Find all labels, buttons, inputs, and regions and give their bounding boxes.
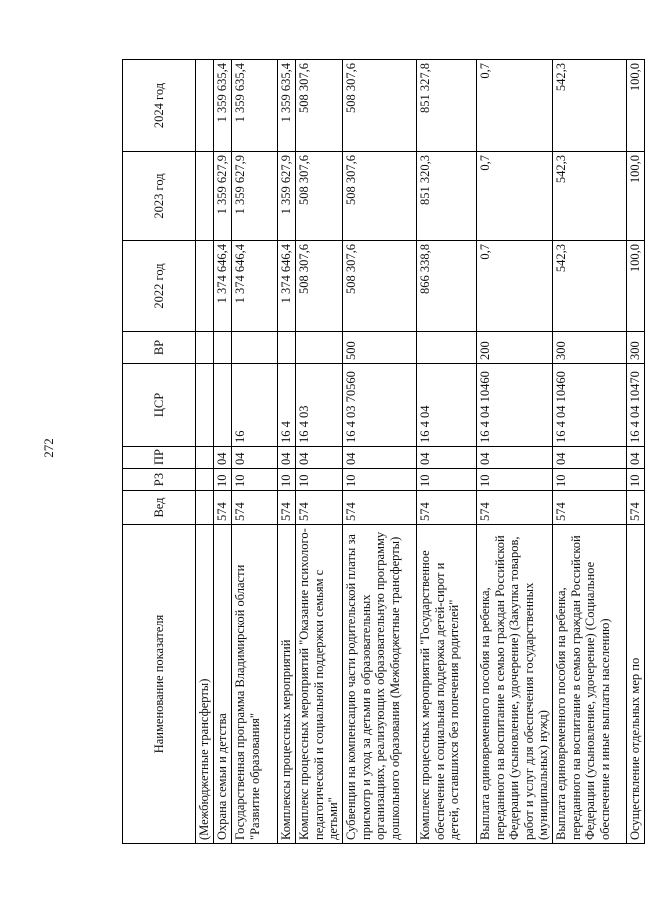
header-csr: ЦСР [123,364,196,447]
header-2023: 2023 год [123,152,196,241]
cell-2022: 1 374 646,4 [232,241,278,332]
cell-vr [296,332,343,364]
cell-name: Субвенции на компенсацию части родительской платы за присмотр и уход за детьми в образовательных организациях, реализующих образовательную программу дошкольного образования (Межбюджетные трансферты) [342,525,416,844]
cell-2022: 542,3 [553,241,627,332]
table-row [553,60,627,844]
cell-2023: 1 359 627,9 [278,152,296,241]
cell-2024: 508 307,6 [342,60,416,152]
cell-vr: 300 [627,332,645,364]
cell-ved: 574 [416,491,476,525]
cell-2024: 1 359 635,4 [278,60,296,152]
cell-csr: 16 4 04 10460 [553,364,627,447]
cell-vr [416,332,476,364]
header-pr: ПР [123,447,196,469]
cell-rz: 10 [278,469,296,491]
cell-csr: 16 [232,364,278,447]
header-ved: Вед [123,491,196,525]
cell-2024: 508 307,6 [296,60,343,152]
table-row [196,60,214,844]
cell-2022: 866 338,8 [416,241,476,332]
cell-ved: 574 [476,491,552,525]
cell-vr [232,332,278,364]
table-header-row [123,60,196,844]
cell-rz: 10 [416,469,476,491]
cell-2024: 0,7 [476,60,552,152]
cell-name: (Межбюджетные трансферты) [196,525,214,844]
cell-2024: 1 359 635,4 [232,60,278,152]
cell-pr: 04 [278,447,296,469]
cell-pr: 04 [476,447,552,469]
cell-2023: 542,3 [553,152,627,241]
cell-ved: 574 [342,491,416,525]
cell-vr: 300 [553,332,627,364]
header-2024: 2024 год [123,60,196,152]
cell-pr: 04 [342,447,416,469]
cell-rz: 10 [627,469,645,491]
cell-pr: 04 [627,447,645,469]
cell-csr: 16 4 04 10460 [476,364,552,447]
cell-rz: 10 [553,469,627,491]
cell-vr: 200 [476,332,552,364]
cell-ved: 574 [553,491,627,525]
cell-2022: 508 307,6 [342,241,416,332]
table-row [342,60,416,844]
cell-pr: 04 [214,447,232,469]
cell-2023: 851 320,3 [416,152,476,241]
cell-pr: 04 [296,447,343,469]
cell-2024: 851 327,8 [416,60,476,152]
cell-2022: 508 307,6 [296,241,343,332]
cell-2022: 0,7 [476,241,552,332]
cell-rz [196,469,214,491]
cell-csr: 16 4 [278,364,296,447]
cell-2023: 1 359 627,9 [214,152,232,241]
budget-table-container [122,60,642,844]
cell-name: Выплата единовременного пособия на ребенка, переданного на воспитание в семью граждан Российской Федерации (усыновление, удочерение) (Социальное обеспечение и иные выплаты населению) [553,525,627,844]
table-row [296,60,343,844]
table-row [627,60,645,844]
table-row [476,60,552,844]
cell-csr: 16 4 04 [416,364,476,447]
cell-2023: 508 307,6 [296,152,343,241]
cell-2022 [196,241,214,332]
cell-csr [214,364,232,447]
header-rz: РЗ [123,469,196,491]
cell-rz: 10 [232,469,278,491]
cell-name: Выплата единовременного пособия на ребенка, переданного на воспитание в семью граждан Российской Федерации (усыновление, удочерение) (Закупка товаров, работ и услуг для обеспечения государственных (муниципальных) нужд) [476,525,552,844]
cell-pr: 04 [416,447,476,469]
cell-name: Комплексы процессных мероприятий [278,525,296,844]
table-row [214,60,232,844]
cell-2023: 0,7 [476,152,552,241]
cell-2022: 1 374 646,4 [278,241,296,332]
cell-pr: 04 [553,447,627,469]
budget-table [122,59,645,844]
cell-ved [196,491,214,525]
cell-csr: 16 4 03 70560 [342,364,416,447]
cell-name: Комплекс процессных мероприятий "Оказание психолого-педагогической и социальной поддержки семьям с детьми" [296,525,343,844]
cell-vr [196,332,214,364]
cell-ved: 574 [627,491,645,525]
cell-name: Государственная программа Владимирской области "Развитие образования" [232,525,278,844]
cell-ved: 574 [232,491,278,525]
cell-2024: 542,3 [553,60,627,152]
header-2022: 2022 год [123,241,196,332]
cell-2022: 100,0 [627,241,645,332]
table-row [416,60,476,844]
cell-2023: 100,0 [627,152,645,241]
cell-name: Охрана семьи и детства [214,525,232,844]
table-row [278,60,296,844]
cell-ved: 574 [214,491,232,525]
cell-ved: 574 [278,491,296,525]
page-number: 272 [41,438,56,458]
cell-rz: 10 [214,469,232,491]
cell-rz: 10 [342,469,416,491]
cell-rz: 10 [476,469,552,491]
cell-name: Осуществление отдельных мер по [627,525,645,844]
cell-name: Комплекс процессных мероприятий "Государственное обеспечение и социальная поддержка детей-сирот и детей, оставшихся без попечения родителей" [416,525,476,844]
cell-pr [196,447,214,469]
header-vr: ВР [123,332,196,364]
cell-csr: 16 4 03 [296,364,343,447]
cell-2023 [196,152,214,241]
cell-2024: 100,0 [627,60,645,152]
cell-2023: 508 307,6 [342,152,416,241]
cell-ved: 574 [296,491,343,525]
cell-csr: 16 4 04 10470 [627,364,645,447]
cell-2024: 1 359 635,4 [214,60,232,152]
header-name: Наименование показателя [123,525,196,844]
table-row [232,60,278,844]
cell-2024 [196,60,214,152]
cell-vr [214,332,232,364]
cell-pr: 04 [232,447,278,469]
cell-rz: 10 [296,469,343,491]
cell-vr [278,332,296,364]
cell-vr: 500 [342,332,416,364]
cell-2023: 1 359 627,9 [232,152,278,241]
cell-csr [196,364,214,447]
cell-2022: 1 374 646,4 [214,241,232,332]
